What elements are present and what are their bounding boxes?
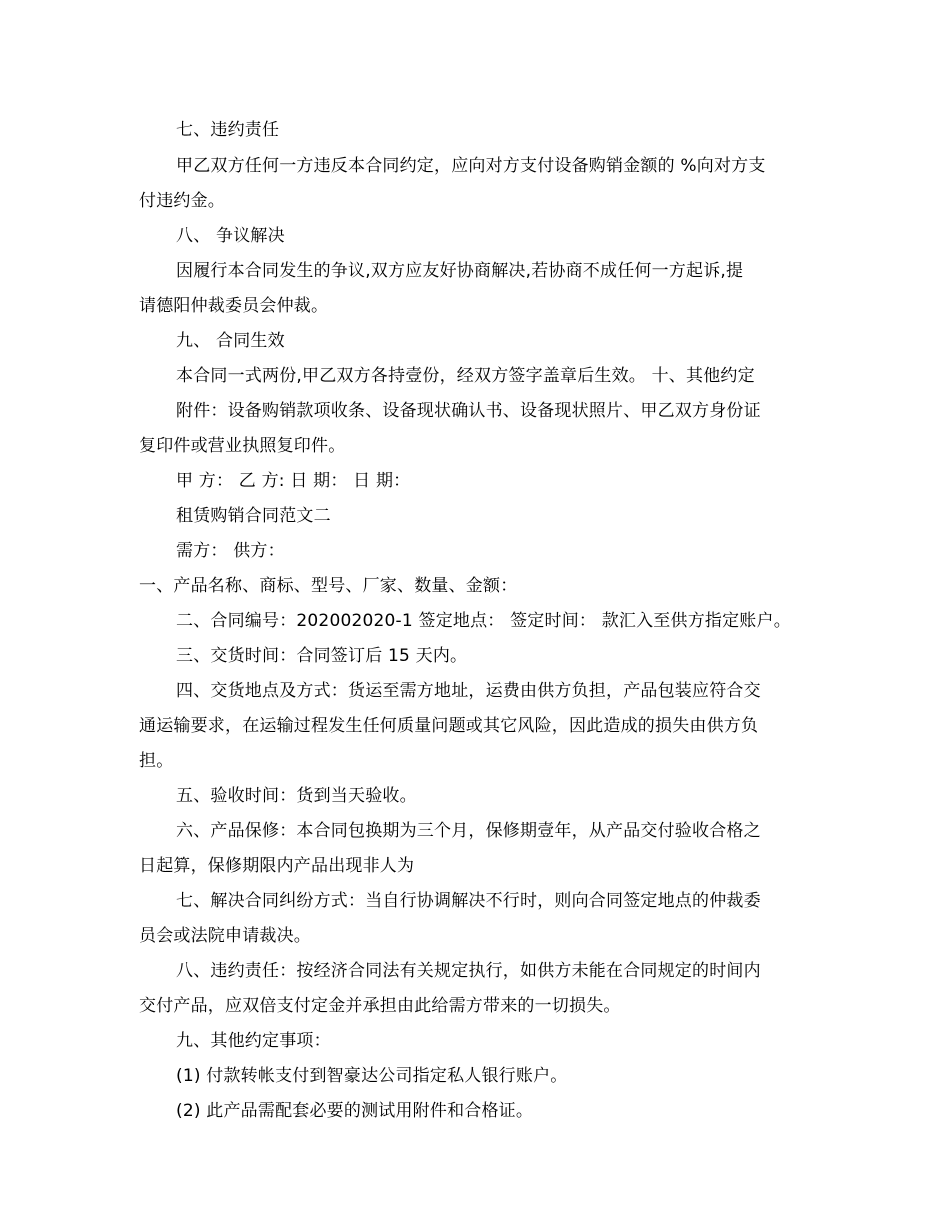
clause-line: 八、违约责任：按经济合同法有关规定执行，如供方未能在合同规定的时间内 xyxy=(176,961,761,981)
clause-line: 五、验收时间：货到当天验收。 xyxy=(176,786,417,806)
clause-line: 日起算，保修期限内产品出现非人为 xyxy=(139,856,415,876)
clause-line: 六、产品保修：本合同包换期为三个月，保修期壹年，从产品交付验收合格之 xyxy=(176,821,761,841)
paragraph-line: 复印件或营业执照复印件。 xyxy=(139,436,346,456)
clause-line: 通运输要求，在运输过程发生任何质量问题或其它风险，因此造成的损失由供方负 xyxy=(139,716,759,736)
document-subtitle: 租赁购销合同范文二 xyxy=(176,506,331,526)
parties-line: 需方： 供方： xyxy=(176,541,285,561)
clause-line: 九、其他约定事项： xyxy=(176,1031,331,1051)
paragraph-line: 附件：设备购销款项收条、设备现状确认书、设备现状照片、甲乙双方身份证 xyxy=(176,401,761,421)
clause-line: 二、合同编号：202002020-1 签定地点： 签定时间： 款汇入至供方指定账户。 xyxy=(176,611,791,631)
section-heading: 八、 争议解决 xyxy=(176,226,285,246)
clause-line: 一、产品名称、商标、型号、厂家、数量、金额： xyxy=(139,576,518,596)
clause-line: 担。 xyxy=(139,751,174,771)
section-heading: 七、违约责任 xyxy=(176,120,280,140)
paragraph-line: 付违约金。 xyxy=(139,191,225,211)
list-item: (2) 此产品需配套必要的测试用附件和合格证。 xyxy=(176,1101,534,1121)
clause-line: 四、交货地点及方式：货运至需方地址，运费由供方负担，产品包装应符合交 xyxy=(176,681,761,701)
paragraph-line: 本合同一式两份,甲乙双方各持壹份，经双方签字盖章后生效。 十、其他约定 xyxy=(176,366,755,386)
signature-line: 甲 方： 乙 方: 日 期： 日 期： xyxy=(176,471,411,491)
clause-line: 交付产品，应双倍支付定金并承担由此给需方带来的一切损失。 xyxy=(139,996,621,1016)
section-heading: 九、 合同生效 xyxy=(176,331,285,351)
clause-line: 员会或法院申请裁决。 xyxy=(139,926,311,946)
paragraph-line: 请德阳仲裁委员会仲裁。 xyxy=(139,296,329,316)
list-item: (1) 付款转帐支付到智豪达公司指定私人银行账户。 xyxy=(176,1066,568,1086)
paragraph-line: 甲乙双方任何一方违反本合同约定，应向对方支付设备购销金额的 %向对方支 xyxy=(176,156,766,176)
clause-line: 三、交货时间：合同签订后 15 天内。 xyxy=(176,646,468,666)
paragraph-line: 因履行本合同发生的争议,双方应友好协商解决,若协商不成任何一方起诉,提 xyxy=(176,261,744,281)
clause-line: 七、解决合同纠纷方式：当自行协调解决不行时，则向合同签定地点的仲裁委 xyxy=(176,891,761,911)
